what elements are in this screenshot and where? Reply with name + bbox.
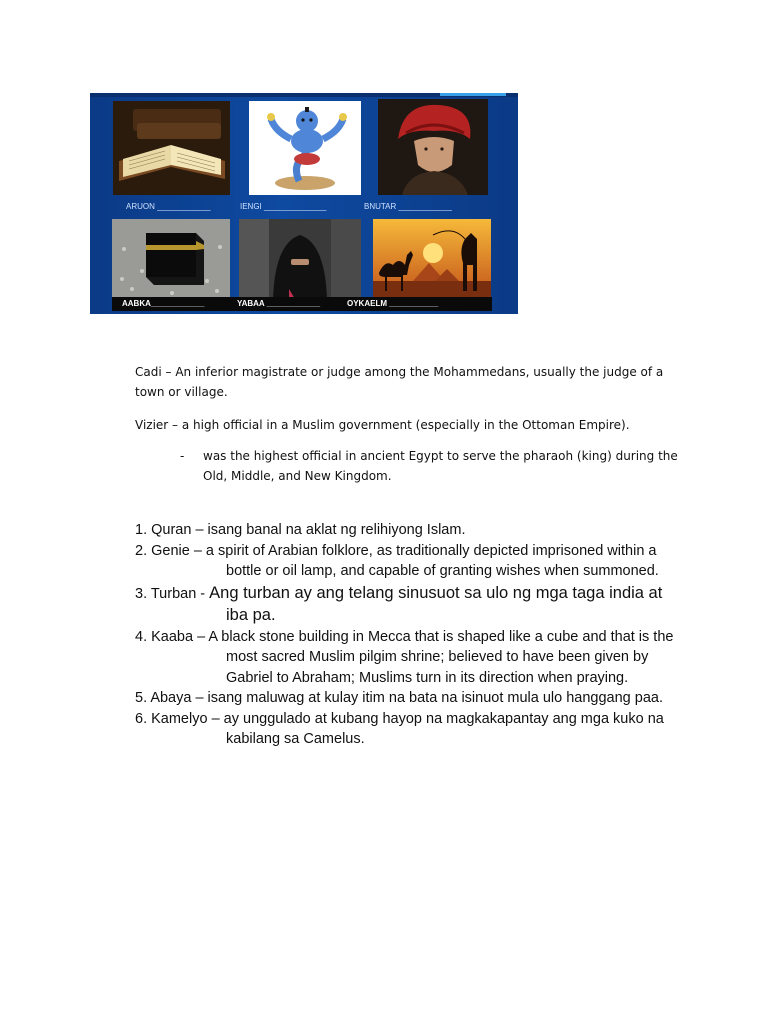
abaya-image (239, 219, 361, 299)
list-item (135, 582, 680, 627)
genie-illustration (249, 101, 361, 195)
panel-top-bar (90, 93, 518, 97)
list-item: 4. Kaaba – A black stone building in Mecca that is shaped like a cube and that is the most sacred Muslim pilgim shrine; believed to have been given by Gabriel to Abraham; Muslims turn in its direction when praying. (135, 628, 674, 686)
caption-aabka: AABKA____________ (122, 299, 205, 308)
turban-image (378, 99, 488, 195)
caption-yabaa: YABAA ____________ (237, 299, 321, 308)
list-item: 2. Genie – a spirit of Arabian folklore, as traditionally depicted imprisoned within a bottle or oil lamp, and capable of granting wishes when summoned. (135, 542, 659, 579)
kaaba-image (112, 219, 230, 299)
caption-bnutar: BNUTAR ____________ (364, 202, 452, 211)
genie-image (249, 101, 361, 195)
worksheet-image (90, 93, 518, 314)
kaaba-illustration (112, 219, 230, 299)
caption-iengi: IENGI ______________ (240, 202, 327, 211)
list-item-prefix: 3. Turban - (135, 585, 210, 602)
list-item: 6. Kamelyo – ay unggulado at kubang hayop na magkakapantay ang mga kuko na kabilang sa Camelus. (135, 710, 664, 747)
caption-oykaelm: OYKAELM ___________ (347, 299, 439, 308)
bullet-dash: - (180, 449, 185, 463)
camel-illustration (373, 219, 491, 299)
camel-image (373, 219, 491, 299)
definitions-section (135, 362, 680, 486)
book-image (113, 101, 230, 195)
vizier-bullet-text: was the highest official in ancient Egypt to serve the pharaoh (king) during the Old, Middle, and New Kingdom. (203, 449, 678, 483)
abaya-illustration (239, 219, 361, 299)
caption-aruon: ARUON ____________ (126, 202, 211, 211)
cadi-definition: Cadi – An inferior magistrate or judge among the Mohammedans, usually the judge of a town or village. (135, 365, 664, 399)
panel-highlight (440, 93, 506, 96)
book-illustration (113, 101, 230, 195)
answer-list (135, 520, 680, 750)
turban-illustration (378, 99, 488, 195)
list-item: 5. Abaya – isang maluwag at kulay itim na bata na isinuot mula ulo hanggang paa. (135, 690, 663, 706)
list-item-text: Ang turban ay ang telang sinusuot sa ulo ng mga taga india at iba pa. (209, 583, 663, 624)
vizier-bullet (135, 446, 680, 486)
list-item: 1. Quran – isang banal na aklat ng relihiyong Islam. (135, 522, 466, 538)
vizier-definition: Vizier – a high official in a Muslim government (especially in the Ottoman Empire). (135, 418, 630, 432)
